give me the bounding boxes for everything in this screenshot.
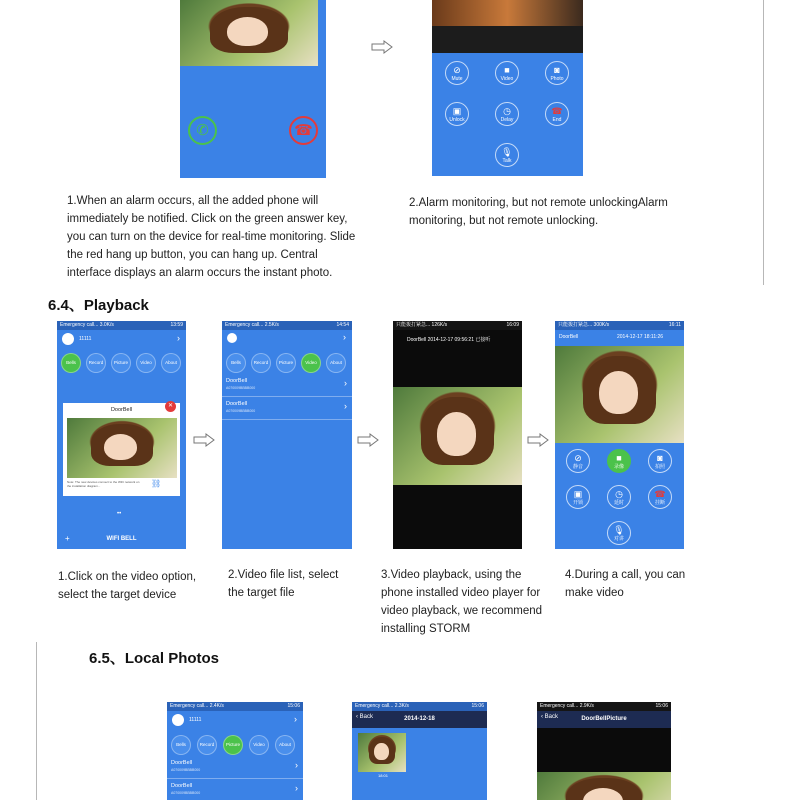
- tab-video[interactable]: Video: [249, 735, 269, 755]
- status-bar: Emergency call... 2.4K/s 15:06: [167, 702, 303, 711]
- monitor-phone-screenshot: [432, 0, 583, 176]
- photo-button[interactable]: ◙ 拍照: [648, 449, 672, 473]
- tab-record[interactable]: Record: [86, 353, 106, 373]
- divider-line-right: [763, 0, 764, 285]
- photo-button[interactable]: ◙ Photo: [545, 61, 569, 85]
- tab-picture[interactable]: Picture: [223, 735, 243, 755]
- arrow-right-icon: [527, 433, 549, 447]
- add-button[interactable]: +: [65, 534, 70, 543]
- talk-button[interactable]: 🎙 对讲: [607, 521, 631, 545]
- chevron-right-icon[interactable]: ›: [343, 332, 346, 342]
- video-button[interactable]: ■ Video: [495, 61, 519, 85]
- call-title: DoorBell: [559, 334, 579, 340]
- caption-playback-1: 1.Click on the video option, select the target device: [58, 571, 197, 601]
- tab-record[interactable]: Record: [251, 353, 271, 373]
- playback-title: DoorBell 2014-12-17 09:56:21 已接听: [407, 337, 491, 343]
- hangup-button[interactable]: [289, 116, 318, 145]
- end-button[interactable]: ☎ End: [545, 102, 569, 126]
- video-file-item[interactable]: DoorBell A070009BBBB000 ›: [222, 374, 352, 397]
- photo-thumbnail[interactable]: [358, 733, 406, 772]
- talk-button[interactable]: 🎙 Talk: [495, 143, 519, 167]
- tab-picture[interactable]: Picture: [111, 353, 131, 373]
- mute-button[interactable]: ⊘ 静音: [566, 449, 590, 473]
- arrow-right-icon: [371, 40, 393, 54]
- divider-line-left: [36, 642, 37, 800]
- alarm-phone-screenshot: [180, 0, 326, 178]
- app-title: 11111: [189, 717, 202, 723]
- unlock-button[interactable]: ▣ 开锁: [566, 485, 590, 509]
- chevron-right-icon: ›: [295, 783, 298, 793]
- arrow-right-icon: [193, 433, 215, 447]
- delay-button[interactable]: ◷ Delay: [495, 102, 519, 126]
- tab-bells[interactable]: Bells: [61, 353, 81, 373]
- status-bar: Emergency call... 2.3K/s 15:06: [352, 702, 487, 711]
- status-bar: 只能拨打紧急... 300K/s 16:11: [555, 321, 684, 330]
- end-button[interactable]: ☎ 挂断: [648, 485, 672, 509]
- tab-about[interactable]: About: [161, 353, 181, 373]
- record-button[interactable]: ■ 录像: [607, 449, 631, 473]
- tab-record[interactable]: Record: [197, 735, 217, 755]
- caption-playback-3: 3.Video playback, using the phone installed video player for video playback, we recommend installing STORM: [381, 569, 543, 635]
- tab-about[interactable]: About: [275, 735, 295, 755]
- arrow-right-icon: [357, 433, 379, 447]
- caption-monitoring: 2.Alarm monitoring, but not remote unlockingAlarm monitoring, but not remote unlocking.: [409, 197, 668, 227]
- caption-alarm: 1.When an alarm occurs, all the added phone will immediately be notified. Click on the green answer key, you can turn on the device for real-time monitoring. Slide the red hang up button, you can hang up. Central interface displays an alarm occurs the instant photo.: [67, 195, 356, 279]
- thumbnail-time: 18:01: [378, 773, 389, 778]
- date-title: 2014-12-18: [404, 716, 435, 722]
- tab-bells[interactable]: Bells: [226, 353, 246, 373]
- add-icon[interactable]: ›: [177, 333, 180, 343]
- tab-video[interactable]: Video: [301, 353, 321, 373]
- status-bar: Emergency call... 2.9K/s 15:06: [537, 702, 671, 711]
- chevron-right-icon[interactable]: ›: [294, 714, 297, 724]
- monitor-video: [432, 0, 583, 26]
- tab-picture[interactable]: Picture: [276, 353, 296, 373]
- playback-phone-3: [393, 321, 522, 549]
- footer-brand: WIFI BELL: [106, 536, 137, 542]
- playback-phone-2: [222, 321, 352, 549]
- status-bar: 只能拨打紧急... 126K/s 16:09: [393, 321, 522, 330]
- local-phone-2: [352, 702, 487, 800]
- back-icon[interactable]: [227, 333, 237, 343]
- photo-folder-item[interactable]: DoorBell A070009BBBB000 ›: [167, 779, 303, 800]
- section-heading-local-photos: 6.5、Local Photos: [89, 650, 220, 667]
- video-file-item[interactable]: DoorBell A070009BBBB000 ›: [222, 397, 352, 420]
- answer-button[interactable]: [188, 116, 217, 145]
- caption-playback-2: 2.Video file list, select the target file: [228, 569, 339, 599]
- tab-about[interactable]: About: [326, 353, 346, 373]
- local-phone-1: [167, 702, 303, 800]
- caption-playback-4: 4.During a call, you can make video: [565, 569, 686, 599]
- chevron-right-icon: ›: [344, 401, 347, 411]
- phone-icon: ✆: [196, 122, 209, 139]
- back-button[interactable]: ‹ Back: [541, 714, 559, 720]
- back-button[interactable]: ‹ Back: [356, 714, 374, 720]
- photo-folder-item[interactable]: DoorBell A070009BBBB000 ›: [167, 756, 303, 779]
- status-bar: Emergency call... 2.5K/s 14:54: [222, 321, 352, 330]
- alarm-photo: [180, 0, 318, 66]
- section-heading-playback: 6.4、Playback: [48, 297, 149, 314]
- device-photo: [67, 418, 177, 478]
- playback-video: [393, 387, 522, 485]
- call-datetime: 2014-12-17 18:11:26: [617, 334, 664, 340]
- status-bar: Emergency call... 3.0K/s 13:59: [57, 321, 186, 330]
- local-phone-3: [537, 702, 671, 800]
- chevron-right-icon: ›: [295, 760, 298, 770]
- unlock-button[interactable]: ▣ Unlock: [445, 102, 469, 126]
- page-dots: ••: [117, 511, 122, 517]
- app-logo: [62, 333, 74, 345]
- playback-phone-4: [555, 321, 684, 549]
- link-icon[interactable]: ⛓: [151, 479, 162, 488]
- doorbell-popup: [63, 403, 180, 496]
- popup-title: DoorBell: [110, 407, 133, 413]
- phone-hangup-icon: ☎: [294, 122, 313, 139]
- popup-text: Note: The new devices connect to the WiFi network on the installation diagram...: [67, 480, 140, 488]
- picture-title: DoorBellPicture: [581, 716, 627, 722]
- tab-bells[interactable]: Bells: [171, 735, 191, 755]
- delay-button[interactable]: ◷ 延时: [607, 485, 631, 509]
- full-photo: [537, 772, 671, 800]
- app-title: 11111: [79, 336, 92, 342]
- playback-phone-1: [57, 321, 186, 549]
- call-video: [555, 346, 684, 443]
- tab-video[interactable]: Video: [136, 353, 156, 373]
- app-logo: [172, 714, 184, 726]
- chevron-right-icon: ›: [344, 378, 347, 388]
- monitor-dark-band: [432, 26, 583, 53]
- delete-icon[interactable]: ✕: [165, 401, 176, 412]
- mute-button[interactable]: ⊘ Mute: [445, 61, 469, 85]
